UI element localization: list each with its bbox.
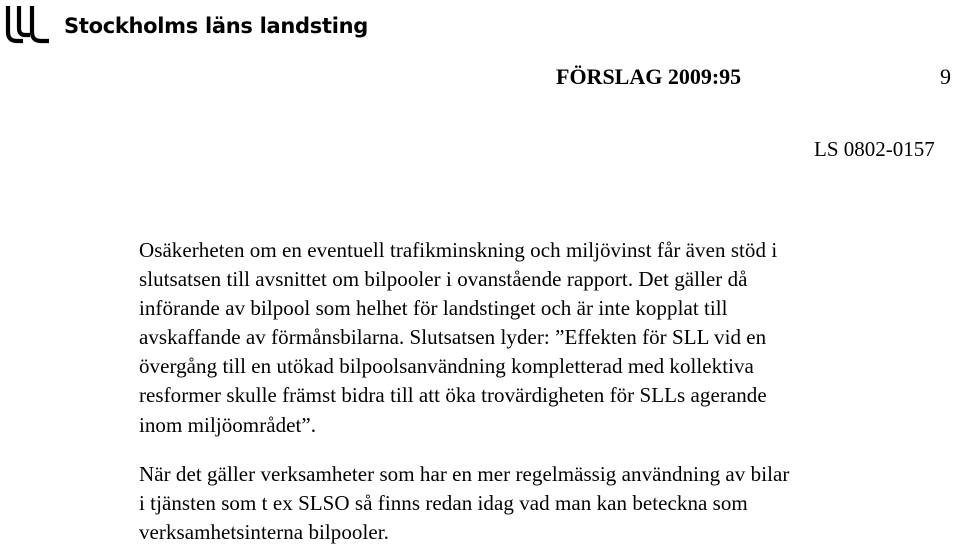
text-line: avskaffande av förmånsbilarna. Slutsatsen lyder: ”Effekten för SLL vid en	[139, 325, 767, 350]
text-line: När det gäller verksamheter som har en mer regelmässig användning av bilar	[139, 462, 790, 486]
document-reference: LS 0802-0157	[814, 137, 935, 161]
sll-logo-icon	[4, 4, 52, 44]
proposal-title: FÖRSLAG 2009:95	[556, 64, 742, 89]
text-line: verksamhetsinterna bilpooler.	[139, 520, 389, 545]
text-line: inom miljöområdet”.	[139, 412, 317, 437]
paragraph-2	[139, 460, 929, 547]
organization-logo	[4, 2, 368, 46]
page-number: 9	[940, 64, 951, 89]
text-line: övergång till en utökad bilpoolsanvändning kompletterad med kollektiva	[139, 354, 754, 379]
text-line: i tjänsten som t ex SLSO så finns redan idag vad man kan beteckna som	[139, 491, 748, 516]
text-line: slutsatsen till avsnittet om bilpooler i ovanstående rapport. Det gäller då	[139, 267, 748, 292]
paragraph-1	[139, 236, 929, 440]
text-line: resformer skulle främst bidra till att öka trovärdigheten för SLLs agerande	[139, 383, 767, 408]
organization-name: Stockholms läns landsting	[64, 13, 368, 38]
text-line: införande av bilpool som helhet för landstinget och är inte kopplat till	[139, 296, 728, 321]
text-line: Osäkerheten om en eventuell trafikminskning och miljövinst får även stöd i	[139, 238, 778, 262]
